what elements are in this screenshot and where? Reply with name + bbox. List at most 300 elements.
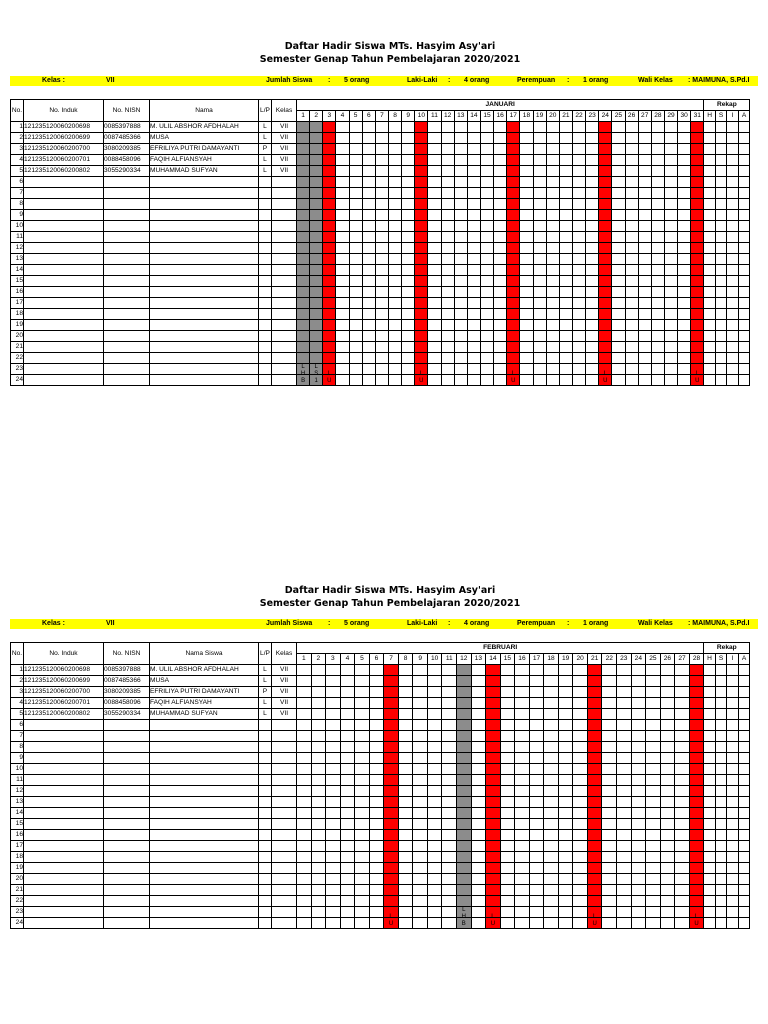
attendance-cell-day-4[interactable] bbox=[340, 676, 355, 687]
attendance-cell-day-7[interactable] bbox=[375, 353, 388, 364]
attendance-cell-day-27[interactable] bbox=[675, 918, 690, 929]
attendance-cell-day-9[interactable] bbox=[413, 687, 428, 698]
attendance-cell-day-3[interactable] bbox=[326, 808, 341, 819]
attendance-cell-day-13[interactable] bbox=[454, 210, 467, 221]
attendance-cell-day-23[interactable] bbox=[586, 309, 599, 320]
attendance-cell-day-5[interactable] bbox=[355, 731, 370, 742]
attendance-cell-day-28[interactable] bbox=[689, 775, 704, 786]
attendance-cell-day-10[interactable] bbox=[427, 676, 442, 687]
attendance-cell-day-8[interactable] bbox=[398, 819, 413, 830]
attendance-cell-day-18[interactable] bbox=[520, 309, 533, 320]
attendance-cell-day-21[interactable] bbox=[559, 276, 572, 287]
attendance-cell-day-24[interactable] bbox=[599, 221, 612, 232]
attendance-cell-day-20[interactable] bbox=[546, 342, 559, 353]
attendance-cell-day-4[interactable] bbox=[336, 166, 349, 177]
attendance-cell-day-14[interactable] bbox=[486, 852, 501, 863]
attendance-cell-day-8[interactable] bbox=[398, 742, 413, 753]
attendance-cell-day-10[interactable] bbox=[415, 353, 428, 364]
attendance-cell-day-1[interactable] bbox=[297, 786, 312, 797]
attendance-cell-day-29[interactable] bbox=[664, 166, 677, 177]
attendance-cell-day-1[interactable] bbox=[297, 830, 312, 841]
attendance-cell-day-2[interactable] bbox=[311, 753, 326, 764]
attendance-cell-day-1[interactable] bbox=[297, 122, 310, 133]
attendance-cell-day-25[interactable] bbox=[646, 852, 661, 863]
attendance-cell-day-22[interactable] bbox=[572, 210, 585, 221]
attendance-cell-day-18[interactable] bbox=[544, 786, 559, 797]
attendance-cell-day-5[interactable] bbox=[349, 155, 362, 166]
attendance-cell-day-31[interactable] bbox=[691, 243, 704, 254]
attendance-cell-day-9[interactable] bbox=[413, 720, 428, 731]
attendance-cell-day-2[interactable] bbox=[310, 309, 323, 320]
attendance-cell-day-22[interactable] bbox=[572, 177, 585, 188]
attendance-cell-day-8[interactable] bbox=[398, 709, 413, 720]
attendance-cell-day-3[interactable] bbox=[326, 830, 341, 841]
attendance-cell-day-28[interactable] bbox=[651, 210, 664, 221]
attendance-cell-day-9[interactable] bbox=[402, 254, 415, 265]
attendance-cell-day-6[interactable] bbox=[362, 199, 375, 210]
cell-lp[interactable]: L bbox=[259, 133, 272, 144]
attendance-cell-day-7[interactable] bbox=[375, 375, 388, 386]
attendance-cell-day-22[interactable] bbox=[602, 676, 617, 687]
attendance-cell-day-17[interactable] bbox=[507, 342, 520, 353]
attendance-cell-day-13[interactable] bbox=[471, 753, 486, 764]
attendance-cell-day-6[interactable] bbox=[362, 375, 375, 386]
attendance-cell-day-26[interactable] bbox=[625, 364, 638, 375]
attendance-cell-day-5[interactable] bbox=[355, 874, 370, 885]
attendance-cell-day-8[interactable] bbox=[388, 364, 401, 375]
attendance-cell-day-5[interactable] bbox=[355, 863, 370, 874]
attendance-cell-day-21[interactable] bbox=[587, 676, 602, 687]
attendance-cell-day-11[interactable] bbox=[442, 808, 457, 819]
attendance-cell-day-13[interactable] bbox=[471, 797, 486, 808]
attendance-cell-day-16[interactable] bbox=[515, 764, 530, 775]
attendance-cell-day-25[interactable] bbox=[612, 199, 625, 210]
attendance-cell-day-7[interactable] bbox=[384, 676, 399, 687]
attendance-cell-day-27[interactable] bbox=[675, 709, 690, 720]
attendance-cell-day-9[interactable] bbox=[413, 676, 428, 687]
attendance-cell-day-21[interactable] bbox=[587, 731, 602, 742]
attendance-cell-day-14[interactable] bbox=[486, 896, 501, 907]
attendance-cell-day-11[interactable] bbox=[442, 797, 457, 808]
attendance-cell-day-12[interactable] bbox=[457, 808, 472, 819]
attendance-cell-day-9[interactable] bbox=[413, 907, 428, 918]
attendance-cell-day-20[interactable] bbox=[573, 709, 588, 720]
attendance-cell-day-10[interactable] bbox=[415, 188, 428, 199]
attendance-cell-day-25[interactable] bbox=[612, 144, 625, 155]
attendance-cell-day-20[interactable] bbox=[546, 243, 559, 254]
attendance-cell-day-2[interactable] bbox=[311, 907, 326, 918]
attendance-cell-day-16[interactable] bbox=[515, 863, 530, 874]
attendance-cell-day-24[interactable] bbox=[599, 243, 612, 254]
attendance-cell-day-13[interactable] bbox=[471, 731, 486, 742]
attendance-cell-day-8[interactable] bbox=[388, 210, 401, 221]
attendance-cell-day-2[interactable] bbox=[311, 731, 326, 742]
attendance-cell-day-5[interactable] bbox=[355, 808, 370, 819]
cell-induk[interactable]: 121235120060200700 bbox=[24, 687, 104, 698]
attendance-cell-day-18[interactable] bbox=[520, 232, 533, 243]
attendance-cell-day-9[interactable] bbox=[402, 221, 415, 232]
attendance-cell-day-14[interactable] bbox=[467, 254, 480, 265]
attendance-cell-day-11[interactable] bbox=[442, 907, 457, 918]
attendance-cell-day-9[interactable] bbox=[413, 885, 428, 896]
attendance-cell-day-30[interactable] bbox=[678, 331, 691, 342]
attendance-cell-day-14[interactable] bbox=[467, 133, 480, 144]
attendance-cell-day-17[interactable] bbox=[507, 221, 520, 232]
attendance-cell-day-26[interactable] bbox=[660, 764, 675, 775]
attendance-cell-day-25[interactable] bbox=[646, 775, 661, 786]
attendance-cell-day-3[interactable] bbox=[323, 199, 336, 210]
attendance-cell-day-9[interactable] bbox=[413, 841, 428, 852]
attendance-cell-day-7[interactable] bbox=[375, 188, 388, 199]
attendance-cell-day-11[interactable] bbox=[428, 353, 441, 364]
attendance-cell-day-24[interactable] bbox=[631, 819, 646, 830]
attendance-cell-day-21[interactable] bbox=[559, 122, 572, 133]
attendance-cell-day-30[interactable] bbox=[678, 177, 691, 188]
attendance-cell-day-1[interactable] bbox=[297, 221, 310, 232]
attendance-cell-day-5[interactable] bbox=[355, 907, 370, 918]
attendance-cell-day-8[interactable] bbox=[398, 698, 413, 709]
attendance-cell-day-17[interactable] bbox=[529, 742, 544, 753]
attendance-cell-day-19[interactable] bbox=[558, 698, 573, 709]
attendance-cell-day-29[interactable] bbox=[664, 243, 677, 254]
attendance-cell-day-22[interactable] bbox=[572, 232, 585, 243]
attendance-cell-day-23[interactable] bbox=[586, 353, 599, 364]
attendance-cell-day-19[interactable] bbox=[533, 309, 546, 320]
attendance-cell-day-26[interactable] bbox=[660, 896, 675, 907]
attendance-cell-day-21[interactable] bbox=[559, 375, 572, 386]
attendance-cell-day-23[interactable] bbox=[617, 786, 632, 797]
attendance-cell-day-10[interactable] bbox=[415, 144, 428, 155]
attendance-cell-day-14[interactable] bbox=[486, 797, 501, 808]
attendance-cell-day-13[interactable] bbox=[454, 331, 467, 342]
attendance-cell-day-11[interactable] bbox=[428, 177, 441, 188]
attendance-cell-day-18[interactable] bbox=[544, 742, 559, 753]
attendance-cell-day-24[interactable] bbox=[631, 764, 646, 775]
attendance-cell-day-22[interactable] bbox=[602, 786, 617, 797]
attendance-cell-day-8[interactable] bbox=[388, 221, 401, 232]
attendance-cell-day-23[interactable] bbox=[586, 265, 599, 276]
attendance-cell-day-28[interactable] bbox=[689, 665, 704, 676]
attendance-cell-day-18[interactable] bbox=[520, 166, 533, 177]
attendance-cell-day-20[interactable] bbox=[573, 698, 588, 709]
attendance-cell-day-10[interactable] bbox=[415, 320, 428, 331]
attendance-cell-day-14[interactable] bbox=[467, 364, 480, 375]
attendance-cell-day-1[interactable] bbox=[297, 896, 312, 907]
attendance-cell-day-27[interactable] bbox=[638, 364, 651, 375]
attendance-cell-day-24[interactable] bbox=[599, 254, 612, 265]
attendance-cell-day-14[interactable] bbox=[486, 775, 501, 786]
attendance-cell-day-12[interactable] bbox=[441, 342, 454, 353]
attendance-cell-day-11[interactable] bbox=[442, 709, 457, 720]
attendance-cell-day-26[interactable] bbox=[660, 698, 675, 709]
attendance-cell-day-7[interactable] bbox=[384, 775, 399, 786]
attendance-cell-day-28[interactable] bbox=[651, 243, 664, 254]
attendance-cell-day-19[interactable] bbox=[533, 320, 546, 331]
attendance-cell-day-10[interactable] bbox=[427, 874, 442, 885]
attendance-cell-day-16[interactable] bbox=[494, 375, 507, 386]
attendance-cell-day-7[interactable] bbox=[375, 342, 388, 353]
attendance-cell-day-10[interactable] bbox=[415, 221, 428, 232]
attendance-cell-day-12[interactable] bbox=[457, 742, 472, 753]
attendance-cell-day-19[interactable] bbox=[533, 210, 546, 221]
attendance-cell-day-13[interactable] bbox=[471, 764, 486, 775]
attendance-cell-day-9[interactable] bbox=[413, 753, 428, 764]
cell-lp[interactable]: L bbox=[259, 676, 272, 687]
attendance-cell-day-3[interactable] bbox=[323, 177, 336, 188]
attendance-cell-day-21[interactable] bbox=[559, 232, 572, 243]
attendance-cell-day-8[interactable] bbox=[398, 808, 413, 819]
attendance-cell-day-11[interactable] bbox=[428, 375, 441, 386]
attendance-cell-day-15[interactable] bbox=[500, 731, 515, 742]
attendance-cell-day-24[interactable] bbox=[631, 676, 646, 687]
attendance-cell-day-21[interactable] bbox=[559, 210, 572, 221]
attendance-cell-day-28[interactable] bbox=[651, 298, 664, 309]
attendance-cell-day-14[interactable] bbox=[486, 720, 501, 731]
attendance-cell-day-6[interactable] bbox=[369, 808, 384, 819]
attendance-cell-day-23[interactable] bbox=[586, 254, 599, 265]
attendance-cell-day-11[interactable] bbox=[428, 232, 441, 243]
attendance-cell-day-22[interactable] bbox=[602, 907, 617, 918]
attendance-cell-day-14[interactable] bbox=[467, 210, 480, 221]
attendance-cell-day-10[interactable] bbox=[415, 155, 428, 166]
attendance-cell-day-5[interactable] bbox=[349, 199, 362, 210]
attendance-cell-day-14[interactable] bbox=[486, 676, 501, 687]
attendance-cell-day-27[interactable] bbox=[675, 786, 690, 797]
attendance-cell-day-25[interactable] bbox=[646, 808, 661, 819]
attendance-cell-day-6[interactable] bbox=[369, 786, 384, 797]
attendance-cell-day-25[interactable] bbox=[646, 742, 661, 753]
attendance-cell-day-31[interactable] bbox=[691, 199, 704, 210]
attendance-cell-day-11[interactable] bbox=[442, 918, 457, 929]
attendance-cell-day-3[interactable] bbox=[326, 775, 341, 786]
attendance-cell-day-29[interactable] bbox=[664, 364, 677, 375]
attendance-cell-day-2[interactable] bbox=[311, 841, 326, 852]
attendance-cell-day-28[interactable] bbox=[651, 254, 664, 265]
attendance-cell-day-19[interactable] bbox=[558, 742, 573, 753]
attendance-cell-day-7[interactable] bbox=[375, 254, 388, 265]
attendance-cell-day-2[interactable] bbox=[311, 885, 326, 896]
attendance-cell-day-11[interactable] bbox=[428, 210, 441, 221]
attendance-cell-day-1[interactable] bbox=[297, 166, 310, 177]
attendance-cell-day-12[interactable] bbox=[441, 309, 454, 320]
attendance-cell-day-15[interactable] bbox=[500, 742, 515, 753]
attendance-cell-day-5[interactable] bbox=[355, 797, 370, 808]
attendance-cell-day-3[interactable] bbox=[326, 720, 341, 731]
attendance-cell-day-27[interactable] bbox=[638, 210, 651, 221]
attendance-cell-day-27[interactable] bbox=[638, 342, 651, 353]
attendance-cell-day-18[interactable] bbox=[520, 177, 533, 188]
attendance-cell-day-26[interactable] bbox=[625, 276, 638, 287]
attendance-cell-day-9[interactable] bbox=[413, 665, 428, 676]
attendance-cell-day-11[interactable] bbox=[442, 764, 457, 775]
attendance-cell-day-9[interactable] bbox=[413, 896, 428, 907]
attendance-cell-day-25[interactable] bbox=[646, 786, 661, 797]
attendance-cell-day-4[interactable] bbox=[336, 353, 349, 364]
attendance-cell-day-3[interactable] bbox=[323, 243, 336, 254]
attendance-cell-day-18[interactable] bbox=[520, 243, 533, 254]
attendance-cell-day-2[interactable] bbox=[310, 298, 323, 309]
attendance-cell-day-14[interactable] bbox=[467, 155, 480, 166]
attendance-cell-day-1[interactable] bbox=[297, 720, 312, 731]
attendance-cell-day-20[interactable] bbox=[546, 276, 559, 287]
attendance-cell-day-9[interactable] bbox=[413, 764, 428, 775]
attendance-cell-day-25[interactable] bbox=[612, 342, 625, 353]
attendance-cell-day-13[interactable] bbox=[471, 841, 486, 852]
attendance-cell-day-28[interactable] bbox=[651, 276, 664, 287]
attendance-cell-day-23[interactable] bbox=[586, 243, 599, 254]
attendance-cell-day-15[interactable] bbox=[480, 331, 493, 342]
attendance-cell-day-7[interactable] bbox=[375, 309, 388, 320]
attendance-cell-day-27[interactable] bbox=[675, 863, 690, 874]
attendance-cell-day-2[interactable] bbox=[311, 764, 326, 775]
cell-lp[interactable]: L bbox=[259, 166, 272, 177]
attendance-cell-day-10[interactable] bbox=[415, 210, 428, 221]
attendance-cell-day-21[interactable] bbox=[587, 742, 602, 753]
attendance-cell-day-10[interactable] bbox=[415, 232, 428, 243]
attendance-cell-day-22[interactable] bbox=[602, 874, 617, 885]
attendance-cell-day-5[interactable] bbox=[349, 221, 362, 232]
attendance-cell-day-6[interactable] bbox=[362, 243, 375, 254]
attendance-cell-day-3[interactable] bbox=[326, 742, 341, 753]
attendance-cell-day-5[interactable] bbox=[349, 254, 362, 265]
attendance-cell-day-30[interactable] bbox=[678, 353, 691, 364]
attendance-cell-day-9[interactable] bbox=[413, 775, 428, 786]
attendance-cell-day-4[interactable] bbox=[336, 298, 349, 309]
cell-lp[interactable]: L bbox=[259, 709, 272, 720]
attendance-cell-day-1[interactable] bbox=[297, 698, 312, 709]
attendance-cell-day-25[interactable] bbox=[612, 254, 625, 265]
attendance-cell-day-25[interactable] bbox=[612, 177, 625, 188]
cell-lp[interactable]: L bbox=[259, 698, 272, 709]
attendance-cell-day-15[interactable] bbox=[480, 375, 493, 386]
attendance-cell-day-24[interactable] bbox=[599, 287, 612, 298]
attendance-cell-day-16[interactable] bbox=[494, 309, 507, 320]
attendance-cell-day-3[interactable] bbox=[326, 676, 341, 687]
attendance-cell-day-26[interactable] bbox=[625, 353, 638, 364]
attendance-cell-day-22[interactable] bbox=[572, 155, 585, 166]
attendance-cell-day-28[interactable] bbox=[651, 331, 664, 342]
attendance-cell-day-26[interactable] bbox=[660, 687, 675, 698]
attendance-cell-day-7[interactable] bbox=[384, 764, 399, 775]
attendance-cell-day-6[interactable] bbox=[369, 698, 384, 709]
attendance-cell-day-9[interactable] bbox=[402, 122, 415, 133]
attendance-cell-day-3[interactable] bbox=[323, 320, 336, 331]
attendance-cell-day-28[interactable] bbox=[689, 819, 704, 830]
attendance-cell-day-18[interactable] bbox=[520, 287, 533, 298]
attendance-cell-day-17[interactable] bbox=[529, 753, 544, 764]
attendance-cell-day-30[interactable] bbox=[678, 243, 691, 254]
attendance-cell-day-20[interactable] bbox=[546, 287, 559, 298]
attendance-cell-day-24[interactable] bbox=[631, 863, 646, 874]
attendance-cell-day-17[interactable] bbox=[507, 188, 520, 199]
attendance-cell-day-22[interactable] bbox=[602, 687, 617, 698]
attendance-cell-day-16[interactable] bbox=[515, 709, 530, 720]
attendance-cell-day-23[interactable] bbox=[586, 177, 599, 188]
attendance-cell-day-30[interactable] bbox=[678, 166, 691, 177]
attendance-cell-day-16[interactable] bbox=[494, 188, 507, 199]
attendance-cell-day-26[interactable] bbox=[660, 709, 675, 720]
attendance-cell-day-27[interactable] bbox=[638, 331, 651, 342]
attendance-cell-day-28[interactable] bbox=[651, 166, 664, 177]
attendance-cell-day-7[interactable] bbox=[375, 298, 388, 309]
attendance-cell-day-15[interactable] bbox=[480, 254, 493, 265]
attendance-cell-day-24[interactable] bbox=[599, 166, 612, 177]
attendance-cell-day-20[interactable] bbox=[546, 166, 559, 177]
attendance-cell-day-24[interactable] bbox=[599, 320, 612, 331]
attendance-cell-day-16[interactable] bbox=[515, 687, 530, 698]
attendance-cell-day-17[interactable] bbox=[507, 243, 520, 254]
attendance-cell-day-4[interactable] bbox=[340, 775, 355, 786]
attendance-cell-day-4[interactable] bbox=[336, 342, 349, 353]
attendance-cell-day-22[interactable] bbox=[572, 243, 585, 254]
attendance-cell-day-7[interactable] bbox=[384, 885, 399, 896]
attendance-cell-day-2[interactable] bbox=[310, 177, 323, 188]
attendance-cell-day-24[interactable] bbox=[631, 841, 646, 852]
attendance-cell-day-25[interactable] bbox=[646, 731, 661, 742]
attendance-cell-day-21[interactable] bbox=[587, 709, 602, 720]
attendance-cell-day-24[interactable] bbox=[599, 133, 612, 144]
attendance-cell-day-22[interactable] bbox=[602, 764, 617, 775]
attendance-cell-day-17[interactable] bbox=[529, 709, 544, 720]
attendance-cell-day-8[interactable] bbox=[388, 309, 401, 320]
attendance-cell-day-16[interactable] bbox=[494, 221, 507, 232]
attendance-cell-day-1[interactable] bbox=[297, 342, 310, 353]
attendance-cell-day-15[interactable] bbox=[480, 353, 493, 364]
attendance-cell-day-29[interactable] bbox=[664, 287, 677, 298]
attendance-cell-day-30[interactable] bbox=[678, 144, 691, 155]
attendance-cell-day-31[interactable] bbox=[691, 155, 704, 166]
attendance-cell-day-20[interactable] bbox=[573, 885, 588, 896]
attendance-cell-day-10[interactable] bbox=[427, 797, 442, 808]
attendance-cell-day-8[interactable] bbox=[388, 232, 401, 243]
attendance-cell-day-13[interactable] bbox=[454, 353, 467, 364]
attendance-cell-day-6[interactable] bbox=[362, 122, 375, 133]
attendance-cell-day-30[interactable] bbox=[678, 265, 691, 276]
attendance-cell-day-13[interactable] bbox=[471, 720, 486, 731]
attendance-cell-day-15[interactable] bbox=[480, 144, 493, 155]
attendance-cell-day-25[interactable] bbox=[646, 687, 661, 698]
attendance-cell-day-2[interactable] bbox=[311, 830, 326, 841]
attendance-cell-day-19[interactable] bbox=[558, 841, 573, 852]
attendance-cell-day-5[interactable] bbox=[349, 243, 362, 254]
cell-nama[interactable]: M. ULIL ABSHOR AFDHALAH bbox=[150, 665, 259, 676]
attendance-cell-day-16[interactable] bbox=[494, 177, 507, 188]
attendance-cell-day-8[interactable] bbox=[398, 797, 413, 808]
attendance-cell-day-22[interactable] bbox=[602, 830, 617, 841]
attendance-cell-day-2[interactable] bbox=[310, 287, 323, 298]
attendance-cell-day-24[interactable] bbox=[631, 731, 646, 742]
attendance-cell-day-6[interactable] bbox=[362, 188, 375, 199]
attendance-cell-day-6[interactable] bbox=[369, 863, 384, 874]
attendance-cell-day-11[interactable] bbox=[428, 265, 441, 276]
attendance-cell-day-1[interactable] bbox=[297, 709, 312, 720]
attendance-cell-day-18[interactable] bbox=[544, 764, 559, 775]
attendance-cell-day-28[interactable] bbox=[651, 353, 664, 364]
attendance-cell-day-2[interactable] bbox=[310, 133, 323, 144]
attendance-cell-day-25[interactable] bbox=[646, 896, 661, 907]
attendance-cell-day-16[interactable] bbox=[515, 665, 530, 676]
attendance-cell-day-2[interactable] bbox=[311, 797, 326, 808]
attendance-cell-day-4[interactable] bbox=[336, 122, 349, 133]
attendance-cell-day-13[interactable] bbox=[471, 698, 486, 709]
attendance-cell-day-31[interactable] bbox=[691, 276, 704, 287]
attendance-cell-day-4[interactable] bbox=[340, 786, 355, 797]
attendance-cell-day-6[interactable] bbox=[362, 320, 375, 331]
attendance-cell-day-5[interactable] bbox=[349, 287, 362, 298]
attendance-cell-day-8[interactable] bbox=[398, 775, 413, 786]
attendance-cell-day-3[interactable] bbox=[323, 342, 336, 353]
attendance-cell-day-9[interactable] bbox=[413, 731, 428, 742]
